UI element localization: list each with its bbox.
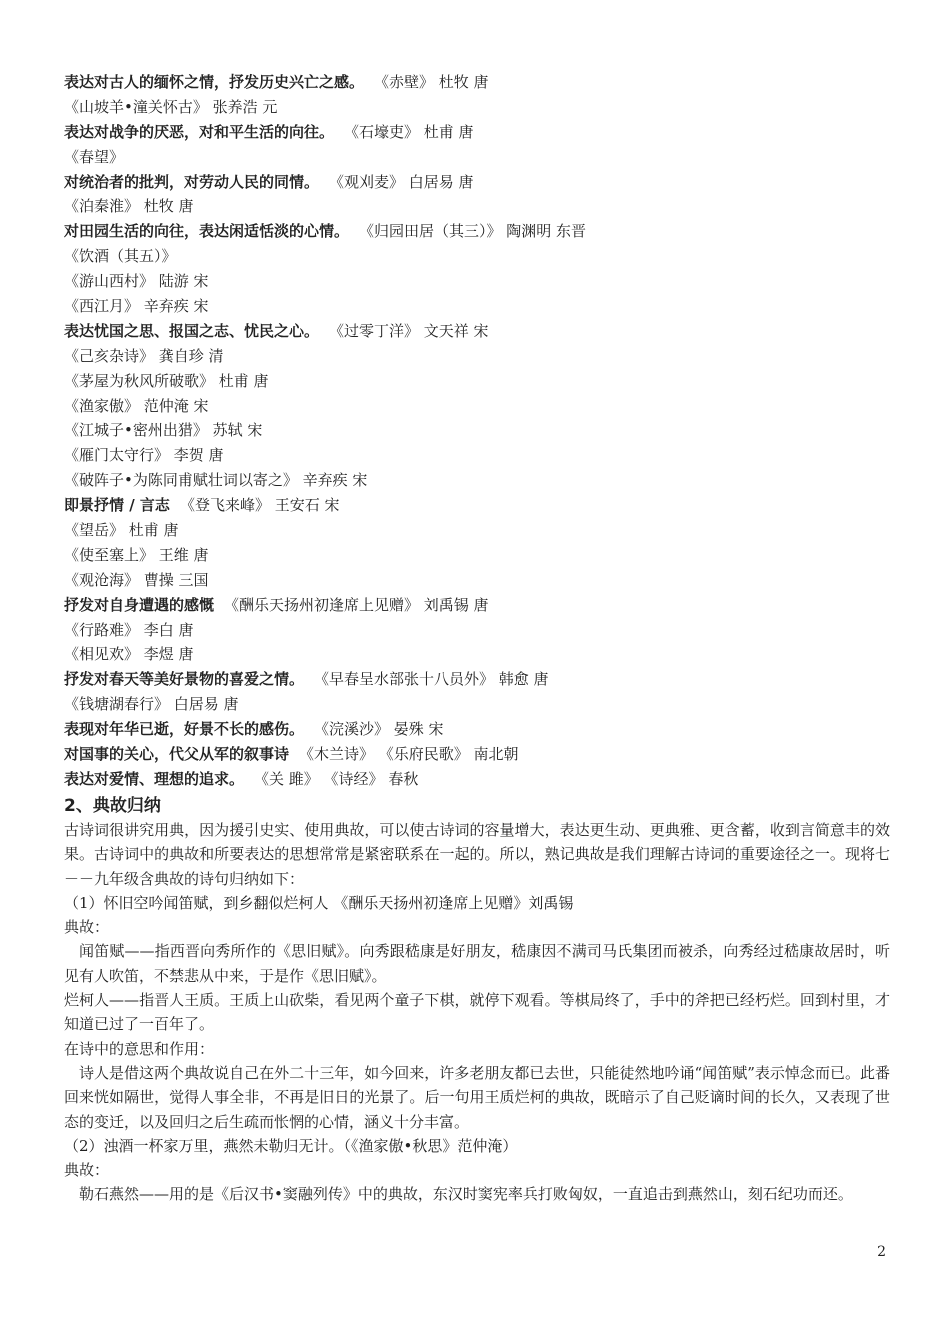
poem-work: 《归园田居（其三）》 陶渊明 东晋 xyxy=(359,222,587,241)
paragraph: 古诗词很讲究用典，因为援引史实、使用典故，可以使古诗词的容量增大，表达更生动、更典雅、更含蓄，收到言简意丰的效果。古诗词中的典故和所要表达的思想常常是紧密联系在一起的。所以，熟记典故是我们理解古诗词的重要途径之一。现将七－－九年级含典故的诗句归纳如下： xyxy=(64,821,890,888)
poem-work: 《己亥杂诗》 龚自珍 清 xyxy=(64,346,224,365)
section-heading: 2、典故归纳 xyxy=(64,796,161,816)
list-item xyxy=(64,319,894,344)
poem-category-list xyxy=(64,70,894,792)
poem-work: 《登飞来峰》 王安石 宋 xyxy=(179,496,340,515)
poem-work: 《茅屋为秋风所破歌》 杜甫 唐 xyxy=(64,371,269,390)
list-item xyxy=(64,667,894,692)
category-label: 抒发对春天等美好景物的喜爱之情。 xyxy=(64,670,305,689)
category-label: 表达对爱情、理想的追求。 xyxy=(64,769,245,788)
paragraph: 勒石燕然——用的是《后汉书•窦融列传》中的典故，东汉时窦宪率兵打败匈奴，一直追击到燕然山，刻石纪功而还。 xyxy=(79,1185,853,1204)
category-label: 表达对战争的厌恶，对和平生活的向往。 xyxy=(64,122,335,141)
poem-work: 《雁门太守行》 李贺 唐 xyxy=(64,446,224,465)
list-item xyxy=(64,543,894,568)
paragraph: 典故： xyxy=(64,918,110,937)
category-label: 表达忧国之思、报国之志、忧民之心。 xyxy=(64,321,320,340)
list-item xyxy=(64,219,894,244)
poem-work: 《早春呈水部张十八员外》 韩愈 唐 xyxy=(314,670,549,689)
category-label: 对田园生活的向往，表达闲适恬淡的心情。 xyxy=(64,222,350,241)
list-item xyxy=(64,418,894,443)
poem-work: 《石壕吏》 杜甫 唐 xyxy=(344,122,474,141)
list-item xyxy=(64,145,894,170)
list-item xyxy=(64,767,894,792)
list-item xyxy=(64,170,894,195)
paragraph: 闻笛赋——指西晋向秀所作的《思旧赋》。向秀跟嵇康是好朋友，嵇康因不满司马氏集团而被杀，向秀经过嵇康故居时，听见有人吹笛，不禁悲从中来，于是作《思旧赋》。 xyxy=(64,942,890,985)
poem-work: 《观沧海》 曹操 三国 xyxy=(64,570,209,589)
list-item xyxy=(64,593,894,618)
list-item xyxy=(64,244,894,269)
paragraph: （2）浊酒一杯家万里，燕然未勒归无计。（《渔家傲•秋思》范仲淹） xyxy=(64,1136,518,1155)
poem-work: 《江城子•密州出猎》 苏轼 宋 xyxy=(64,421,263,440)
poem-work: 《山坡羊•潼关怀古》 张养浩 元 xyxy=(64,97,278,116)
list-item xyxy=(64,692,894,717)
list-item xyxy=(64,742,894,767)
list-item xyxy=(64,717,894,742)
list-item xyxy=(64,568,894,593)
poem-work: 《望岳》 杜甫 唐 xyxy=(64,521,179,540)
poem-work: 《春望》 xyxy=(64,147,125,166)
list-item xyxy=(64,618,894,643)
poem-work: 《使至塞上》 王维 唐 xyxy=(64,545,209,564)
list-item xyxy=(64,468,894,493)
allusion-body xyxy=(64,818,890,1207)
poem-work: 《破阵子•为陈同甫赋壮词以寄之》 辛弃疾 宋 xyxy=(64,471,368,490)
list-item xyxy=(64,394,894,419)
category-label: 对国事的关心，代父从军的叙事诗 xyxy=(64,745,290,764)
poem-work: 《关 雎》 《诗经》 春秋 xyxy=(254,769,419,788)
paragraph: 烂柯人——指晋人王质。王质上山砍柴，看见两个童子下棋，就停下观看。等棋局终了，手中的斧把已经朽烂。回到村里，才知道已过了一百年了。 xyxy=(64,991,890,1034)
list-item xyxy=(64,294,894,319)
list-item xyxy=(64,369,894,394)
list-item xyxy=(64,493,894,518)
poem-work: 《浣溪沙》 晏殊 宋 xyxy=(314,720,444,739)
list-item xyxy=(64,443,894,468)
list-item xyxy=(64,70,894,95)
paragraph: 诗人是借这两个典故说自己在外二十三年，如今回来，许多老朋友都已去世，只能徒然地吟诵“闻笛赋”表示悼念而已。此番回来恍如隔世，觉得人事全非，不再是旧日的光景了。后一句用王质烂柯的典故，既暗示了自己贬谪时间的长久，又表现了世态的变迁，以及回归之后生疏而怅惘的心情，涵义十分丰富。 xyxy=(64,1063,890,1131)
poem-work: 《观刈麦》 白居易 唐 xyxy=(329,172,474,191)
list-item xyxy=(64,518,894,543)
poem-work: 《过零丁洋》 文天祥 宋 xyxy=(329,321,489,340)
list-item xyxy=(64,95,894,120)
poem-work: 《钱塘湖春行》 白居易 唐 xyxy=(64,695,239,714)
category-label: 表现对年华已逝，好景不长的感伤。 xyxy=(64,720,305,739)
list-item xyxy=(64,344,894,369)
poem-work: 《相见欢》 李煜 唐 xyxy=(64,645,194,664)
poem-work: 《赤壁》 杜牧 唐 xyxy=(374,73,489,91)
poem-work: 《行路难》 李白 唐 xyxy=(64,620,194,639)
list-item xyxy=(64,120,894,145)
poem-work: 《渔家傲》 范仲淹 宋 xyxy=(64,396,209,415)
poem-work: 《泊秦淮》 杜牧 唐 xyxy=(64,197,194,216)
poem-work: 《游山西村》 陆游 宋 xyxy=(64,272,209,291)
list-item xyxy=(64,269,894,294)
page-number: 2 xyxy=(877,1244,886,1260)
poem-work: 《木兰诗》 《乐府民歌》 南北朝 xyxy=(299,745,519,764)
category-label: 抒发对自身遭遇的感慨 xyxy=(64,595,215,614)
paragraph: 典故： xyxy=(64,1161,110,1180)
category-label: 对统治者的批判，对劳动人民的同情。 xyxy=(64,172,320,191)
category-label: 即景抒情 / 言志 xyxy=(64,496,170,515)
list-item xyxy=(64,642,894,667)
poem-work: 《酬乐天扬州初逢席上见赠》 刘禹锡 唐 xyxy=(224,595,489,614)
poem-work: 《西江月》 辛弃疾 宋 xyxy=(64,297,209,316)
poem-work: 《饮酒（其五）》 xyxy=(64,247,177,266)
paragraph: （1）怀旧空吟闻笛赋，到乡翻似烂柯人 《酬乐天扬州初逢席上见赠》刘禹锡 xyxy=(64,893,574,912)
category-label: 表达对古人的缅怀之情，抒发历史兴亡之感。 xyxy=(64,73,365,91)
paragraph: 在诗中的意思和作用： xyxy=(64,1039,215,1058)
list-item xyxy=(64,194,894,219)
